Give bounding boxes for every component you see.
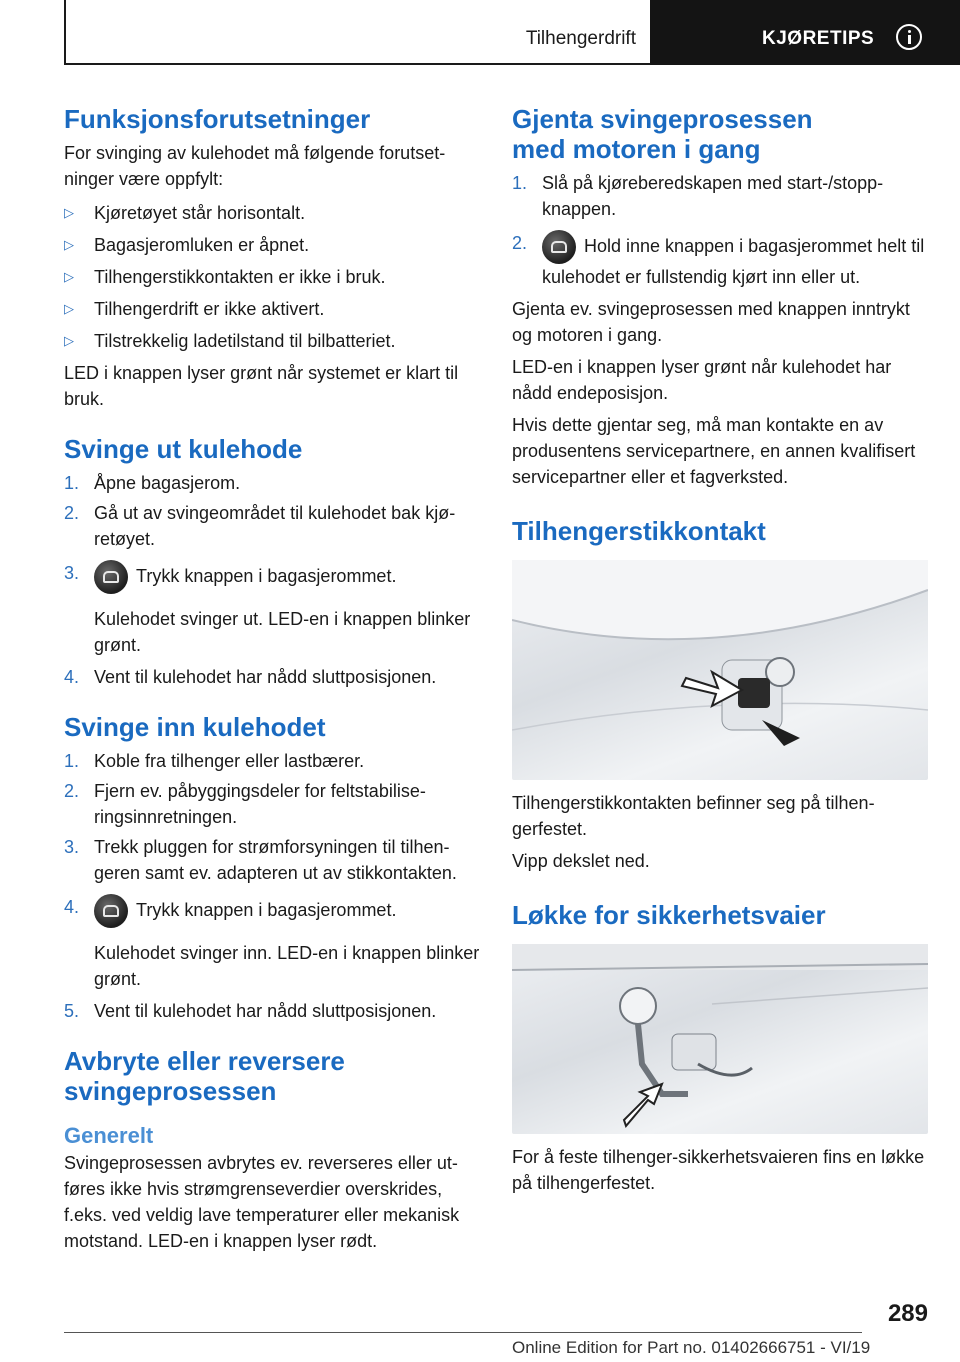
- repeat-p3: Hvis dette gjentar seg, må man kontakte en av produsentens servicepartnere, en annen kvalifisert servicepartner eller et fagverksted.: [512, 415, 916, 487]
- repeat-steps: [512, 170, 928, 290]
- info-icon: [896, 24, 922, 50]
- header-bottom-rule: [64, 63, 650, 65]
- list-item: ▷ Bagasjeromluken er åpnet.: [64, 232, 484, 258]
- step-number: 4.: [64, 897, 80, 917]
- header-section-title: Tilhengerdrift: [525, 28, 636, 49]
- step-text: Vent til kulehodet har nådd sluttposisjonen.: [94, 1001, 437, 1021]
- swing-out-steps: [64, 470, 484, 602]
- trailer-socket-image: [512, 560, 928, 780]
- step-text: Koble fra tilhenger eller lastbærer.: [94, 751, 365, 771]
- step-number: 3.: [64, 563, 80, 583]
- step-text: Åpne bagasjerom.: [94, 473, 241, 493]
- tow-hitch-button-icon: [94, 894, 128, 928]
- tow-hitch-button-icon: [542, 230, 576, 264]
- socket-p2: Vipp dekslet ned.: [512, 851, 650, 871]
- repeat-title: Gjenta svingeprosessen med motoren i gang: [512, 104, 813, 164]
- step-number: 2.: [64, 781, 80, 801]
- list-item: ▷ Tilstrekkelig ladetilstand til bilbatteriet.: [64, 328, 484, 354]
- step-number: 5.: [64, 1001, 80, 1021]
- repeat-p1: Gjenta ev. svingeprosessen med knappen inntrykt og motoren i gang.: [512, 299, 910, 345]
- list-item: [64, 470, 484, 496]
- step-text: Hold inne knappen i bagasjerommet helt til kulehodet er fullstendig kjørt inn eller ut.: [542, 236, 925, 287]
- step-number: 4.: [64, 667, 80, 687]
- list-item: [64, 748, 484, 774]
- swing-out-title: Svinge ut kulehode: [64, 434, 303, 464]
- abort-text: Svingeprosessen avbrytes ev. reverseres eller utføres ikke hvis strømgrenseverdier overskrides, f.eks. ved veldig lave temperaturer eller mekanisk motstand. LED-en i knappen lyser rødt.: [64, 1153, 460, 1251]
- step-text: Fjern ev. påbyggingsdeler for feltstabiliseringsinnretningen.: [94, 781, 426, 827]
- list-item: ▷ Kjøretøyet står horisontalt.: [64, 200, 484, 226]
- list-item: [64, 560, 484, 602]
- prereq-intro: For svinging av kulehodet må følgende forutsetninger være oppfylt:: [64, 143, 446, 189]
- list-item: ▷ Tilhengerstikkontakten er ikke i bruk.: [64, 264, 484, 290]
- loop-p1: For å feste tilhenger-sikkerhetsvaieren fins en løkke på tilhengerfestet.: [512, 1147, 925, 1193]
- swing-in-steps: [64, 748, 484, 936]
- footer-edition: Online Edition for Part no. 01402666751 - VI/19: [512, 1338, 871, 1357]
- safety-loop-illustration: [512, 944, 928, 1134]
- step-number: 1.: [512, 173, 528, 193]
- step-text: Vent til kulehodet har nådd sluttposisjonen.: [94, 667, 437, 687]
- list-item: [64, 834, 484, 886]
- repeat-p2: LED-en i knappen lyser grønt når kulehodet har nådd endeposisjon.: [512, 357, 892, 403]
- step-text: Trykk knappen i bagasjerommet.: [136, 900, 397, 920]
- prereq-list: [64, 200, 484, 354]
- list-item: [64, 778, 484, 830]
- trailer-socket-illustration: [512, 560, 928, 780]
- step-number: 3.: [64, 837, 80, 857]
- header-chapter-label: KJØRETIPS: [762, 28, 875, 49]
- left-column: [64, 104, 484, 1254]
- safety-cable-loop-image: [512, 944, 928, 1134]
- list-item: [64, 998, 484, 1024]
- step-text: Slå på kjøreberedskapen med start-/stopp-knappen.: [542, 173, 884, 219]
- tow-hitch-button-icon: [94, 560, 128, 594]
- prereq-title: Funksjonsforutsetninger: [64, 104, 371, 134]
- step-number: 2.: [512, 233, 528, 253]
- swing-in-steps-cont: [64, 998, 484, 1024]
- step-text: Gå ut av svingeområdet til kulehodet bak kjøretøyet.: [94, 503, 456, 549]
- step-number: 2.: [64, 503, 80, 523]
- list-item: [64, 894, 484, 936]
- step-subtext: Kulehodet svinger ut. LED-en i knappen blinker grønt.: [94, 609, 471, 655]
- list-item: [64, 500, 484, 552]
- socket-p1: Tilhengerstikkontakten befinner seg på tilhengerfestet.: [512, 793, 875, 839]
- list-item: [64, 664, 484, 690]
- abort-title: Avbryte eller reversere svingeprosessen: [64, 1046, 345, 1106]
- step-text: Trekk pluggen for strømforsyningen til tilhengeren samt ev. adapteren ut av stikkontakten.: [94, 837, 457, 883]
- right-column: [512, 104, 928, 1196]
- swing-in-title: Svinge inn kulehodet: [64, 712, 326, 742]
- step-subtext: Kulehodet svinger inn. LED-en i knappen blinker grønt.: [94, 943, 480, 989]
- list-item: [512, 170, 928, 222]
- footer-rule: [64, 1332, 862, 1333]
- list-item: ▷ Tilhengerdrift er ikke aktivert.: [64, 296, 484, 322]
- header-chapter-tab: [650, 0, 960, 65]
- step-number: 1.: [64, 473, 80, 493]
- socket-title: Tilhengerstikkontakt: [512, 516, 766, 546]
- prereq-led-note: LED i knappen lyser grønt når systemet er klart til bruk.: [64, 363, 459, 409]
- page-number: 289: [887, 1300, 928, 1327]
- swing-out-steps-cont: [64, 664, 484, 690]
- header-left-rule: [64, 0, 66, 64]
- step-text: Trykk knappen i bagasjerommet.: [136, 566, 397, 586]
- abort-subtitle: Generelt: [64, 1123, 154, 1148]
- step-number: 1.: [64, 751, 80, 771]
- loop-title: Løkke for sikkerhetsvaier: [512, 900, 826, 930]
- list-item: [512, 230, 928, 290]
